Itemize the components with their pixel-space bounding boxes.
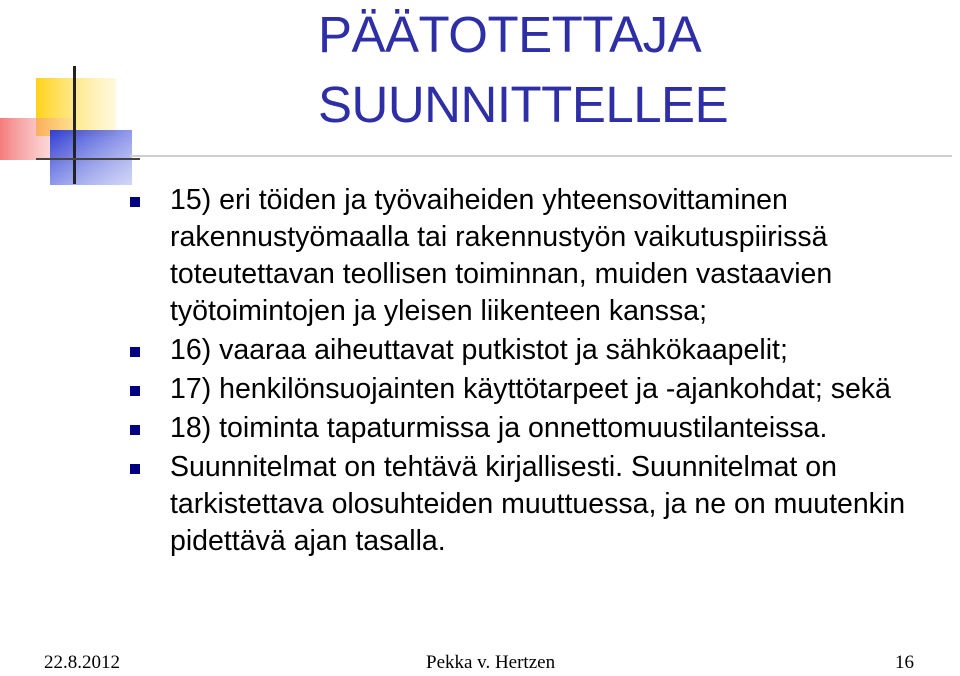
square-bullet-icon bbox=[130, 464, 140, 474]
square-bullet-icon bbox=[130, 386, 140, 396]
bullet-text: 17) henkilönsuojainten käyttötarpeet ja -ajankohdat; sekä bbox=[170, 373, 891, 405]
title-line-2: SUUNNITTELLEE bbox=[318, 76, 729, 133]
bullet-item bbox=[0, 410, 960, 447]
bullet-text: 18) toiminta tapaturmissa ja onnettomuustilanteissa. bbox=[170, 412, 828, 444]
bullet-item bbox=[0, 449, 960, 560]
logo-horizontal-line bbox=[36, 158, 140, 160]
page-number: 16 bbox=[895, 652, 914, 673]
title-divider bbox=[130, 155, 952, 157]
bullet-item bbox=[0, 332, 960, 369]
square-bullet-icon bbox=[130, 425, 140, 435]
decorative-squares-logo bbox=[0, 60, 140, 185]
bullet-list bbox=[0, 182, 960, 562]
slide-footer bbox=[0, 652, 960, 676]
slide-title bbox=[318, 0, 938, 140]
footer-author: Pekka v. Hertzen bbox=[426, 652, 556, 673]
square-bullet-icon bbox=[130, 197, 140, 207]
bullet-item bbox=[0, 182, 960, 330]
square-bullet-icon bbox=[130, 347, 140, 357]
footer-date: 22.8.2012 bbox=[44, 652, 120, 673]
bullet-text: Suunnitelmat on tehtävä kirjallisesti. Suunnitelmat on tarkistettava olosuhteiden muuttuessa, ja ne on muutenkin pidettävä ajan tasalla. bbox=[170, 451, 906, 557]
bullet-text: 16) vaaraa aiheuttavat putkistot ja sähkökaapelit; bbox=[170, 334, 788, 366]
logo-blue-square bbox=[50, 130, 132, 185]
bullet-text: 15) eri töiden ja työvaiheiden yhteensovittaminen rakennustyömaalla tai rakennustyön vaikutuspiirissä toteutettavan teollisen toiminnan, muiden vastaavien työtoimintojen ja yleisen liikenteen kanssa; bbox=[170, 184, 833, 327]
logo-vertical-line bbox=[73, 66, 76, 184]
bullet-item bbox=[0, 371, 960, 408]
title-line-1: PÄÄTOTETTAJA bbox=[318, 6, 702, 63]
